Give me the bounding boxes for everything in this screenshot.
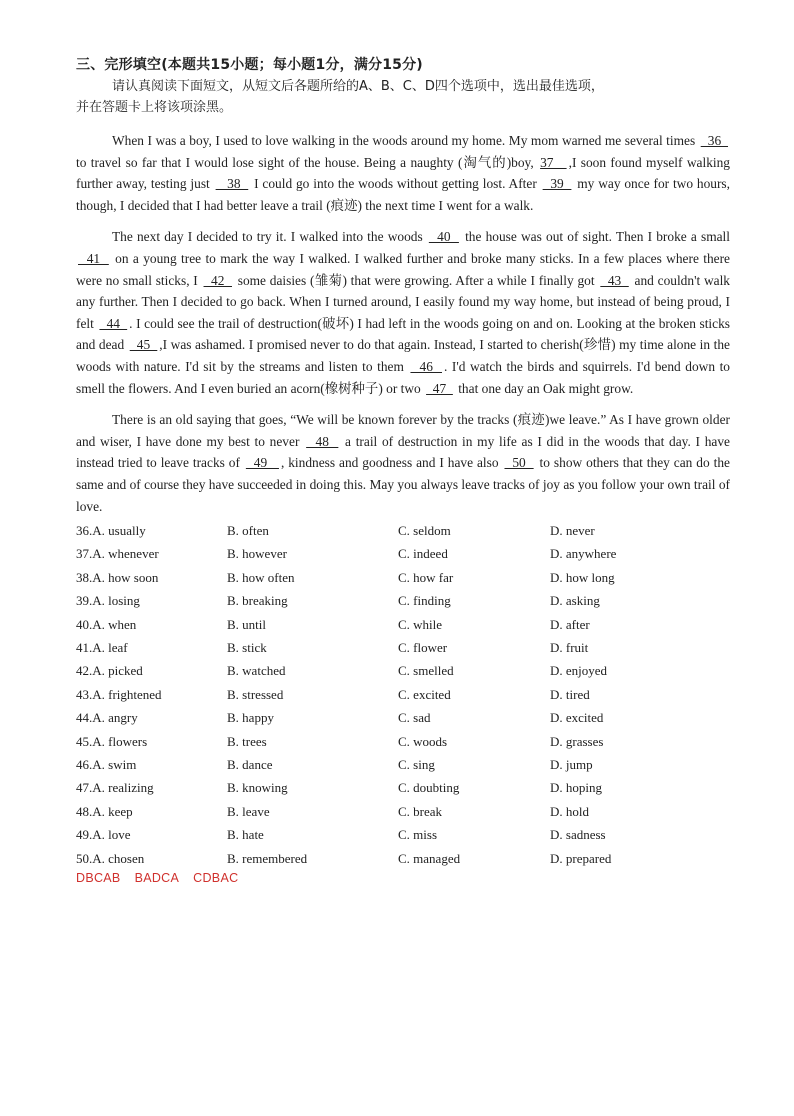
question-number: 44. [76,710,93,726]
text: and couldn't walk any further. Then I decided to go back. When I turned around, I easily found my way home, but instead of being proud, I felt [76,272,730,331]
blank-44: 44 [99,315,128,331]
instruction-line-2: 并在答题卡上将该项涂黑。 [76,100,233,115]
text: I could go into the woods without getting lost. After [250,176,541,192]
text: to show others that they can do the same and of course they have succeeded in doing this. May you always leave tracks of joy as you follow your own trail of love. [76,455,730,514]
option-a [76,613,227,636]
blank-49: 49 [245,455,279,471]
text: to travel so far that I would lose sight of the house. Being a naughty (淘气的)boy, [76,154,539,170]
question-number: 36. [76,523,93,539]
document-page [76,54,730,885]
option-a-text: A. realizing [92,780,154,796]
passage-paragraph-1 [76,130,730,216]
option-row [76,753,730,776]
option-a [76,589,227,612]
text: , kindness and goodness and I have also [280,455,503,471]
option-c: C. how far [398,569,454,585]
option-row [76,566,730,589]
option-c: C. break [398,803,443,819]
option-b: B. breaking [227,593,288,609]
question-number: 50. [76,850,93,866]
option-b: B. often [227,523,269,539]
option-a-text: A. losing [92,593,140,609]
option-row [76,706,730,729]
option-row [76,659,730,682]
option-d: D. jump [550,757,593,772]
text: some daisies (雏菊) that were growing. After a while I finally got [233,272,599,288]
option-row [76,730,730,753]
option-b: B. knowing [227,780,288,796]
option-a [76,823,227,846]
text: on a young tree to mark the way I walked. I walked further and broke many sticks. In a few places where there were no small sticks, I [76,250,730,288]
option-row [76,613,730,636]
option-b: B. dance [227,757,273,772]
text: When I was a boy, I used to love walking in the woods around my home. My mom warned me several times [112,133,699,148]
option-a-text: A. swim [92,757,137,772]
option-c: C. flower [398,640,448,656]
option-d: D. anywhere [550,546,617,562]
option-d: D. sadness [550,827,606,843]
text: The next day I decided to try it. I walked into the woods [112,229,427,245]
option-row [76,683,730,706]
blank-48: 48 [306,433,339,449]
option-b: B. leave [227,803,270,819]
question-number: 41. [76,640,93,656]
option-d: D. tired [550,686,590,702]
answer-group-2: BADCA [134,870,180,885]
question-number: 42. [76,663,93,679]
option-c: C. while [398,616,443,632]
option-a-text: A. chosen [92,850,145,866]
option-c: C. woods [398,733,448,749]
option-a [76,706,227,729]
option-c: C. managed [398,850,461,866]
option-c: C. sad [398,710,431,726]
option-row [76,542,730,565]
section-title: 三、完形填空(本题共15小题；每小题1分，满分15分) [76,57,423,73]
text: my way once for two hours, though, I decided that I had better leave a trail (痕迹) the next time I went for a walk. [76,176,730,213]
blank-45: 45 [129,337,158,353]
question-number: 45. [76,733,93,749]
question-number: 38. [76,569,93,585]
blank-38: 38 [215,176,249,192]
option-d: D. never [550,523,595,539]
instructions [76,76,730,118]
option-b: B. remembered [227,850,308,866]
option-a [76,683,227,706]
option-row [76,636,730,659]
option-a-text: A. keep [92,803,133,819]
blank-39: 39 [542,176,572,192]
question-number: 49. [76,827,93,843]
text: There is an old saying that goes, “We will be known forever by the tracks (痕迹)we leave.” As I have grown older and wiser, I have done my best to never [76,412,730,449]
blank-40: 40 [428,229,459,245]
option-d: D. after [550,616,590,632]
text: . I'd watch the birds and squirrels. I'd bend down to smell the flowers. And I even buried an acorn(橡树种子) or two [76,358,730,396]
option-c: C. excited [398,686,451,702]
option-a [76,800,227,823]
option-c: C. doubting [398,780,460,796]
instruction-line-1: 请认真阅读下面短文，从短文后各题所给的A、B、C、D四个选项中，选出最佳选项， [112,79,604,94]
answer-key [76,871,730,885]
option-c: C. sing [398,757,435,772]
option-a-text: A. love [92,827,131,843]
option-a [76,636,227,659]
option-c: C. smelled [398,663,454,679]
option-d: D. enjoyed [550,663,608,679]
option-b: B. how often [227,569,295,585]
option-b: B. trees [227,733,267,749]
option-d: D. grasses [550,733,604,749]
option-a [76,776,227,799]
option-a [76,566,227,589]
option-row [76,519,730,542]
option-b: B. watched [227,663,286,679]
answer-group-1: DBCAB [76,870,121,885]
option-b: B. hate [227,827,264,843]
option-c: C. indeed [398,546,448,562]
option-d: D. hold [550,803,589,819]
option-row [76,776,730,799]
blank-46: 46 [410,358,442,374]
passage-paragraph-2 [76,226,730,399]
option-c: C. seldom [398,523,451,539]
option-a [76,753,227,776]
option-a [76,519,227,542]
option-b: B. until [227,616,267,632]
question-number: 43. [76,686,93,702]
question-number: 46. [76,757,93,772]
option-a-text: A. frightened [92,686,162,702]
option-a-text: A. whenever [92,546,159,562]
option-a-text: A. angry [92,710,138,726]
option-a-text: A. usually [92,523,146,539]
question-number: 48. [76,803,93,819]
passage-paragraph-3 [76,409,730,517]
question-number: 37. [76,546,93,562]
option-d: D. hoping [550,780,602,796]
option-row [76,589,730,612]
option-c: C. miss [398,827,438,843]
option-a-text: A. leaf [92,640,128,656]
option-b: B. happy [227,710,274,726]
option-a-text: A. when [92,616,137,632]
blank-42: 42 [203,272,232,288]
option-a [76,542,227,565]
option-d: D. prepared [550,850,612,866]
text: ,I soon found myself walking further away, testing just [76,154,730,192]
question-number: 39. [76,593,93,609]
option-row [76,847,730,870]
option-a-text: A. picked [92,663,143,679]
text: ,I was ashamed. I promised never to do that again. Instead, I started to cherish(珍惜) my time alone in the woods with nature. I'd sit by the streams and listen to them [76,337,730,374]
question-number: 40. [76,616,93,632]
option-a-text: A. how soon [92,569,159,585]
option-d: D. fruit [550,640,589,656]
blank-50: 50 [504,455,534,471]
option-d: D. how long [550,569,615,585]
option-a [76,659,227,682]
question-number: 47. [76,780,93,796]
blank-43: 43 [600,272,629,288]
option-row [76,800,730,823]
option-b: B. however [227,546,287,562]
option-c: C. finding [398,593,451,609]
text: that one day an Oak might grow. [454,380,634,396]
option-d: D. asking [550,593,600,609]
option-a [76,730,227,753]
option-a-text: A. flowers [92,733,148,749]
option-b: B. stick [227,640,267,656]
blank-36: 36 [700,133,729,148]
options-list [76,519,730,870]
option-b: B. stressed [227,686,284,702]
text: a trail of destruction in my life as I did in the woods that day. I have instead tried to leave tracks of [76,433,730,471]
text: . I could see the trail of destruction(破坏) I had left in the woods going on and on. Looking at the broken sticks and dead [76,315,730,353]
blank-41: 41 [78,250,109,266]
option-row [76,823,730,846]
text: the house was out of sight. Then I broke a small [460,229,731,245]
blank-47: 47 [426,380,453,396]
answer-group-3: CDBAC [193,870,239,885]
option-d: D. excited [550,710,604,726]
blank-37: 37 [540,154,567,170]
option-a [76,847,227,870]
